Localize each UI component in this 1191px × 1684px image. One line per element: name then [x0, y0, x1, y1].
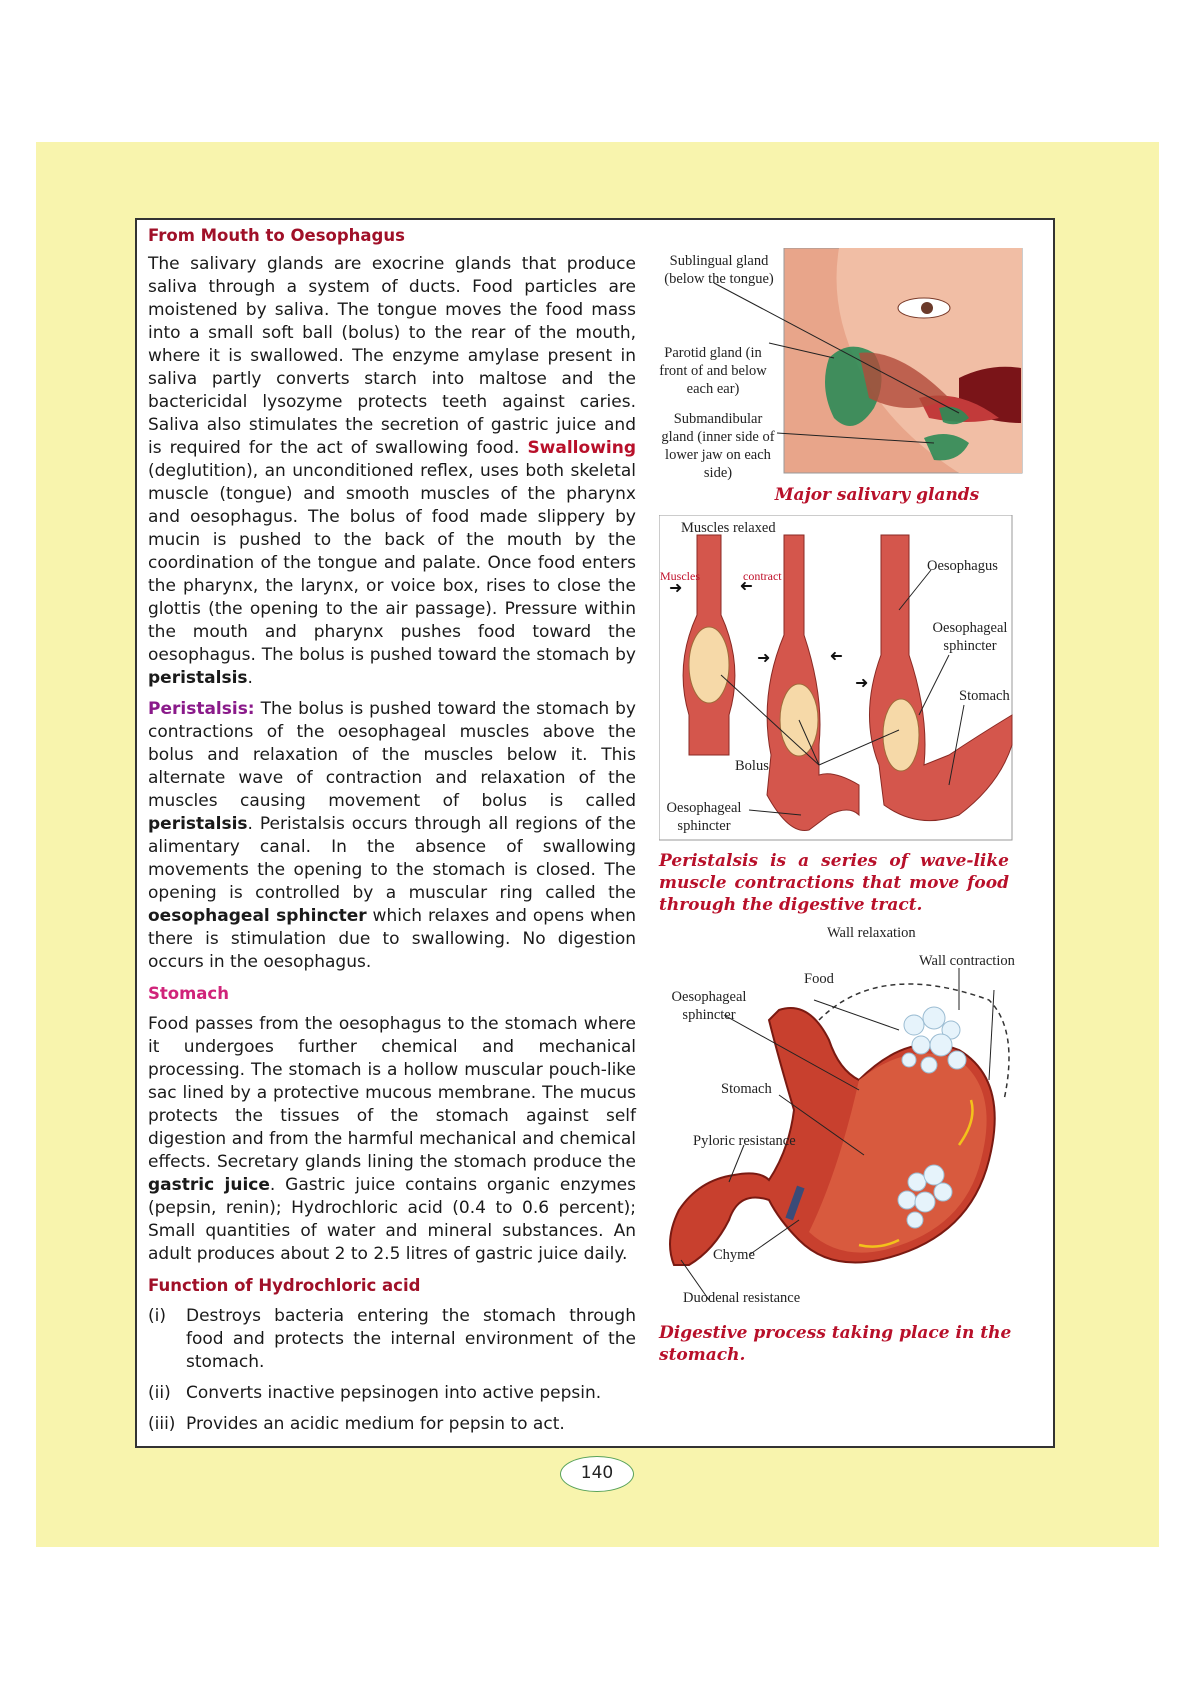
section-heading-mouth: From Mouth to Oesophagus — [148, 226, 405, 245]
list-number: (ii) — [148, 1383, 171, 1403]
svg-text:➜: ➜ — [829, 647, 843, 666]
label-sublingual: Sublingual gland (below the tongue) — [664, 253, 774, 287]
label-muscles-relaxed: Muscles relaxed — [681, 520, 776, 536]
para-text: (deglutition), an unconditioned reflex, uses both skeletal muscle (tongue) and smooth muscles of the pharynx and oesophagus. The bolus of food made slippery by mucin is pushed to the back of the mouth by the coordination of the tongue and palate. Once food enters the pharynx, the larynx, or voice box, rises to close the glottis (the opening to the air passage). Pressure within the mouth and pharynx pushes food toward the oesophagus. The bolus is pushed toward the stomach by — [148, 461, 636, 665]
label-oesophageal-sphincter-2: Oesophageal sphincter — [666, 800, 742, 834]
paragraph-stomach — [148, 1013, 636, 1266]
keyword-swallowing: Swallowing — [527, 438, 636, 458]
para-text: . Gastric juice contains organic enzymes (pepsin, renin); Hydrochloric acid (0.4 to 0.6 percent); Small quantities of water and mineral substances. An adult produces about 2 to 2.5 litres of gastric juice daily. — [148, 1175, 636, 1264]
svg-text:➜: ➜ — [757, 648, 771, 667]
svg-text:➜: ➜ — [669, 578, 683, 597]
para-text: which relaxes and opens when there is stimulation due to swallowing. No digestion occurs in the oesophagus. — [148, 906, 636, 972]
label-oesophageal-sphincter: Oesophageal sphincter — [932, 620, 1008, 654]
page-number: 140 — [560, 1456, 634, 1492]
para-text: Food passes from the oesophagus to the stomach where it undergoes further chemical and mechanical processing. The stomach is a hollow muscular pouch-like sac lined by a protective mucous membrane. The mucus protects the tissues of the stomach against self digestion and from the harmful mechanical and chemical effects. Secretary glands lining the stomach produce the — [148, 1014, 636, 1172]
list-item — [148, 1413, 636, 1436]
list-text: Destroys bacteria entering the stomach through food and protects the internal environment of the stomach. — [186, 1306, 636, 1372]
caption-stomach: Digestive process taking place in the stomach. — [659, 1323, 1012, 1365]
keyword-peristalsis: peristalsis — [148, 668, 248, 688]
label-chyme: Chyme — [713, 1247, 755, 1263]
section-heading-hcl: Function of Hydrochloric acid — [148, 1276, 421, 1295]
caption-peristalsis: Peristalsis is a series of wave-like muscle contractions that move food through the digestive tract. — [659, 851, 1009, 915]
caption-salivary: Major salivary glands — [774, 485, 980, 505]
paragraph-saliva — [148, 253, 636, 690]
label-wall-contraction: Wall contraction — [919, 953, 1015, 969]
list-item — [148, 1305, 636, 1374]
label-contract: contract — [743, 569, 782, 583]
label-submandibular: Submandibular gland (inner side of lower jaw on each side) — [661, 411, 775, 481]
label-stomach-3: Stomach — [721, 1081, 772, 1097]
list-text: Provides an acidic medium for pepsin to act. — [186, 1414, 565, 1434]
list-number: (i) — [148, 1306, 166, 1326]
para-text: The bolus is pushed toward the stomach by contractions of the oesophageal muscles above the bolus and relaxation of the muscles below it. This alternate wave of contraction and relaxation of the muscles causing movement of bolus is called — [148, 699, 636, 811]
paragraph-peristalsis — [148, 698, 636, 974]
stomach-illustration — [659, 920, 1055, 1330]
label-oesophagus: Oesophagus — [927, 558, 998, 574]
figure-peristalsis — [659, 515, 1055, 845]
list-item — [148, 1382, 636, 1405]
list-number: (iii) — [148, 1414, 176, 1434]
para-text: . — [247, 668, 253, 688]
text-column — [148, 222, 636, 1436]
label-pyloric-resistance: Pyloric resistance — [693, 1133, 796, 1149]
figure-column — [659, 220, 1055, 1446]
label-muscles: Muscles — [660, 569, 700, 583]
label-stomach: Stomach — [959, 688, 1010, 704]
figure-stomach — [659, 920, 1055, 1330]
peristalsis-label: Peristalsis: — [148, 699, 255, 719]
keyword: oesophageal sphincter — [148, 906, 367, 926]
list-text: Converts inactive pepsinogen into active pepsin. — [186, 1383, 602, 1403]
label-parotid: Parotid gland (in front of and below each ear) — [659, 345, 767, 397]
label-bolus: Bolus — [735, 758, 769, 774]
label-food: Food — [804, 971, 834, 987]
para-text: The salivary glands are exocrine glands that produce saliva through a system of ducts. Food particles are moistened by saliva. The tongue moves the food mass into a small soft ball (bolus) to the rear of the mouth, where it is swallowed. The enzyme amylase present in saliva partly converts starch into maltose and the bactericidal lysozyme protects teeth against caries. Saliva also stimulates the secretion of gastric juice and is required for the act of swallowing food. — [148, 254, 636, 458]
svg-text:➜: ➜ — [855, 673, 869, 692]
label-oesophageal-sphincter-3: Oesophageal sphincter — [671, 989, 747, 1023]
figure-salivary-glands — [659, 248, 1055, 508]
label-duodenal-resistance: Duodenal resistance — [683, 1290, 801, 1306]
content-panel — [135, 218, 1055, 1448]
svg-text:➜: ➜ — [739, 577, 753, 596]
label-wall-relaxation: Wall relaxation — [827, 925, 916, 941]
section-heading-stomach: Stomach — [148, 984, 229, 1003]
keyword: peristalsis — [148, 814, 248, 834]
keyword-gastric-juice: gastric juice — [148, 1175, 270, 1195]
para-text: . Peristalsis occurs through all regions of the alimentary canal. In the absence of swallowing movements the opening to the stomach is closed. The opening is controlled by a muscular ring called the — [148, 814, 636, 903]
